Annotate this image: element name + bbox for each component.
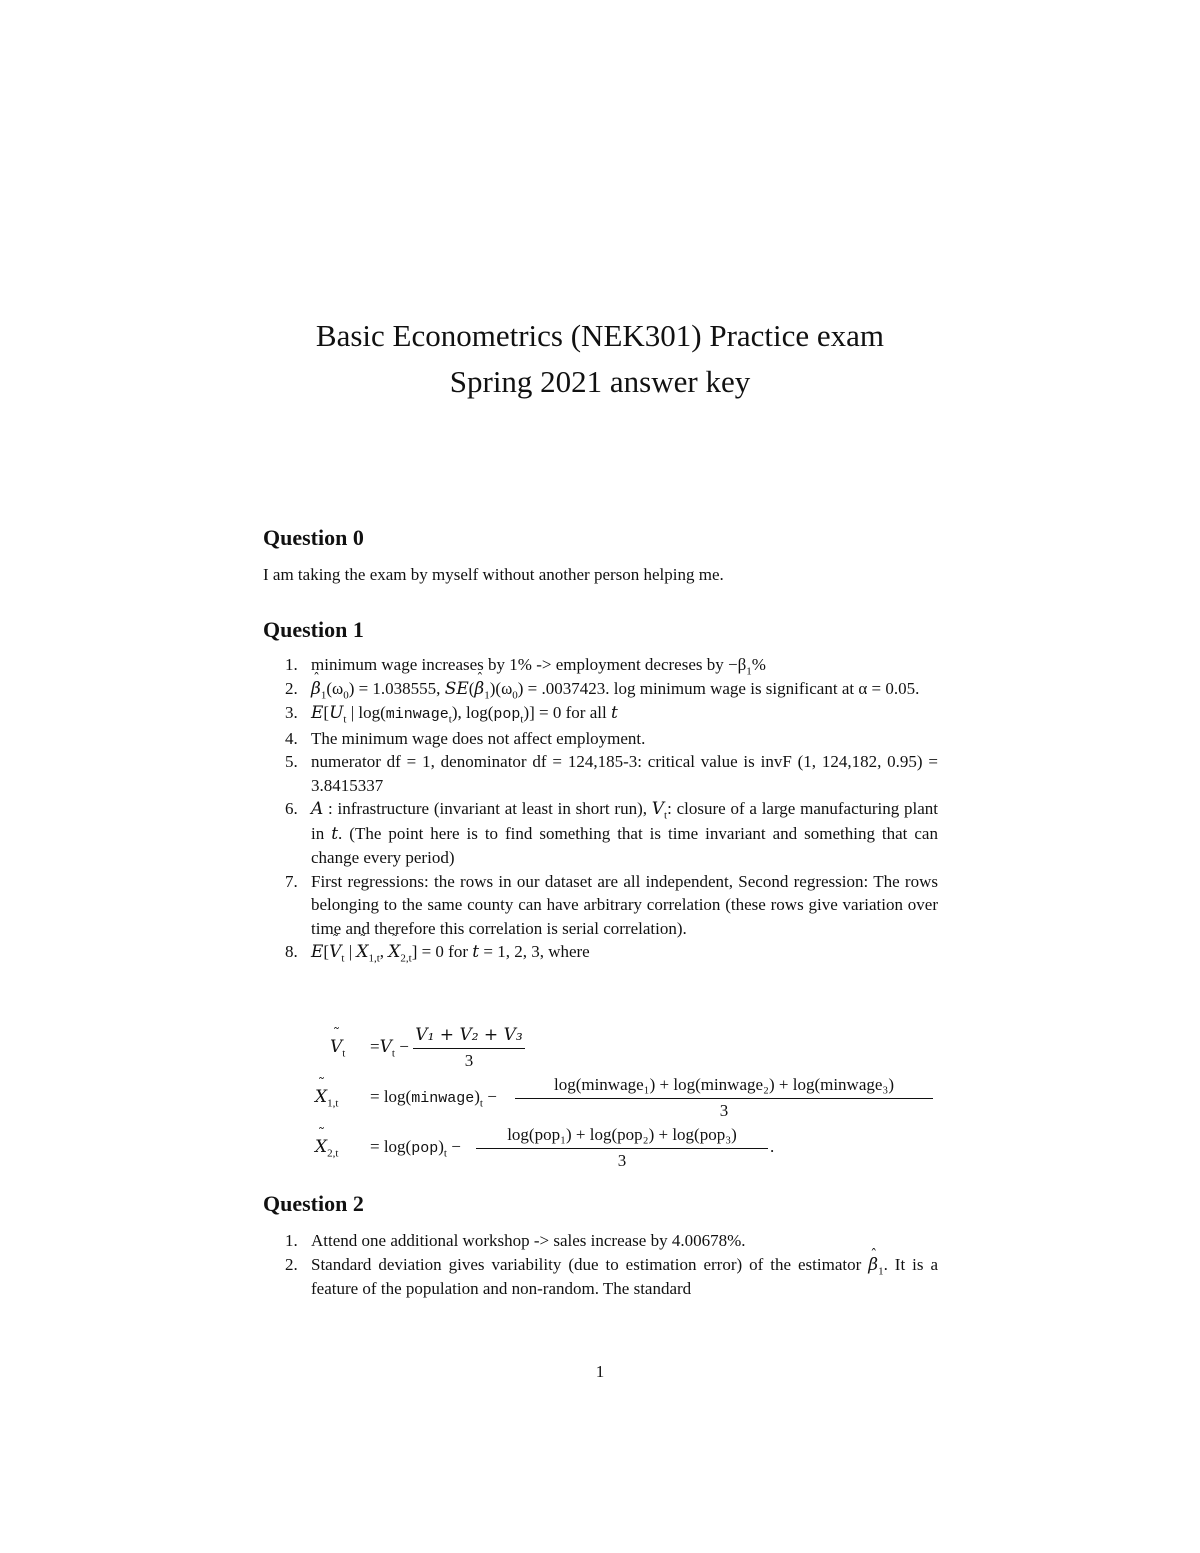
equation-x2-fraction: log(pop₁) + log(pop₂) + log(pop₃) 3	[476, 1124, 768, 1173]
list-item: 1. Attend one additional workshop -> sales increase by 4.00678%.	[285, 1231, 746, 1250]
list-item: 7. First regressions: the rows in our dataset are all independent, Second regression: The rows belonging to the same county can have arbitrary correlation (these rows give variation over time and therefore this correlation is serial correlation).	[285, 871, 938, 938]
equation-x2-tilde: ˜ $X_{2,t}$ = $\log(pop)_t$ −	[315, 1137, 338, 1157]
list-item: 5. numerator df = 1, denominator df = 124,185-3: critical value is invF (1, 124,182, 0.95) = 3.8415337	[285, 752, 938, 795]
question0-text: I am taking the exam by myself without another person helping me.	[263, 565, 724, 584]
equation-v-tilde: ˜ $V_t$ $=V_t$ −	[330, 1037, 345, 1057]
question1-answer-list	[263, 653, 938, 965]
equation-v-fraction: $\frac{\text{V₁ + V₂ + V₃}}{3}$	[413, 1024, 525, 1073]
question2-answer-list	[263, 1229, 938, 1301]
question0-heading: Question 0	[263, 525, 364, 550]
question1-heading: Question 1	[263, 617, 364, 642]
list-item: 6. A : infrastructure (invariant at least in short run), $V_t$: closure of a large manufacturing plant in t. (The point here is to find something that is time invariant and something that can change every period)	[285, 799, 939, 867]
list-item: 3. $E[U_t$ | log(minwage$_t$), log(pop$_t$)] = 0 for all t	[285, 703, 618, 726]
list-item: 2. Standard deviation gives variability (due to estimation error) of the estimator ˆ $\beta_1$. It is a feature of the population and non-random. The standard	[263, 1253, 938, 1301]
list-item: 2. ˆ $\beta_1(\omega_0) = 1.038555$, SE(ˆ $\beta_1)(\omega_0) = .0037423$. log minimum wage is significant at α = 0.05.	[263, 677, 938, 702]
question2-heading: Question 2	[263, 1191, 364, 1216]
document-title-line2: Spring 2021 answer key	[449, 364, 751, 399]
list-item: 4. The minimum wage does not affect employment.	[285, 728, 646, 748]
equation-x1-tilde: ˜ $X_{1,t}$ = $\log(minwage)_t$ −	[315, 1087, 338, 1107]
list-item: 8. E[˜ $V_t$ | ˜ $X_{1,t}$, ˜ $X_{2,t}] = 0$ for t = 1, 2, 3, where	[263, 940, 938, 965]
document-title-line1: Basic Econometrics (NEK301) Practice exam	[315, 318, 885, 353]
equation-x1-fraction: log(minwage₁) + log(minwage₂) + log(minwage₃) 3	[515, 1074, 933, 1123]
equation-period: .	[770, 1137, 775, 1156]
list-item: 1. minimum wage increases by 1% -> employment decreses by $-\beta_1\%$	[285, 655, 766, 678]
page-number: 1	[595, 1362, 605, 1381]
